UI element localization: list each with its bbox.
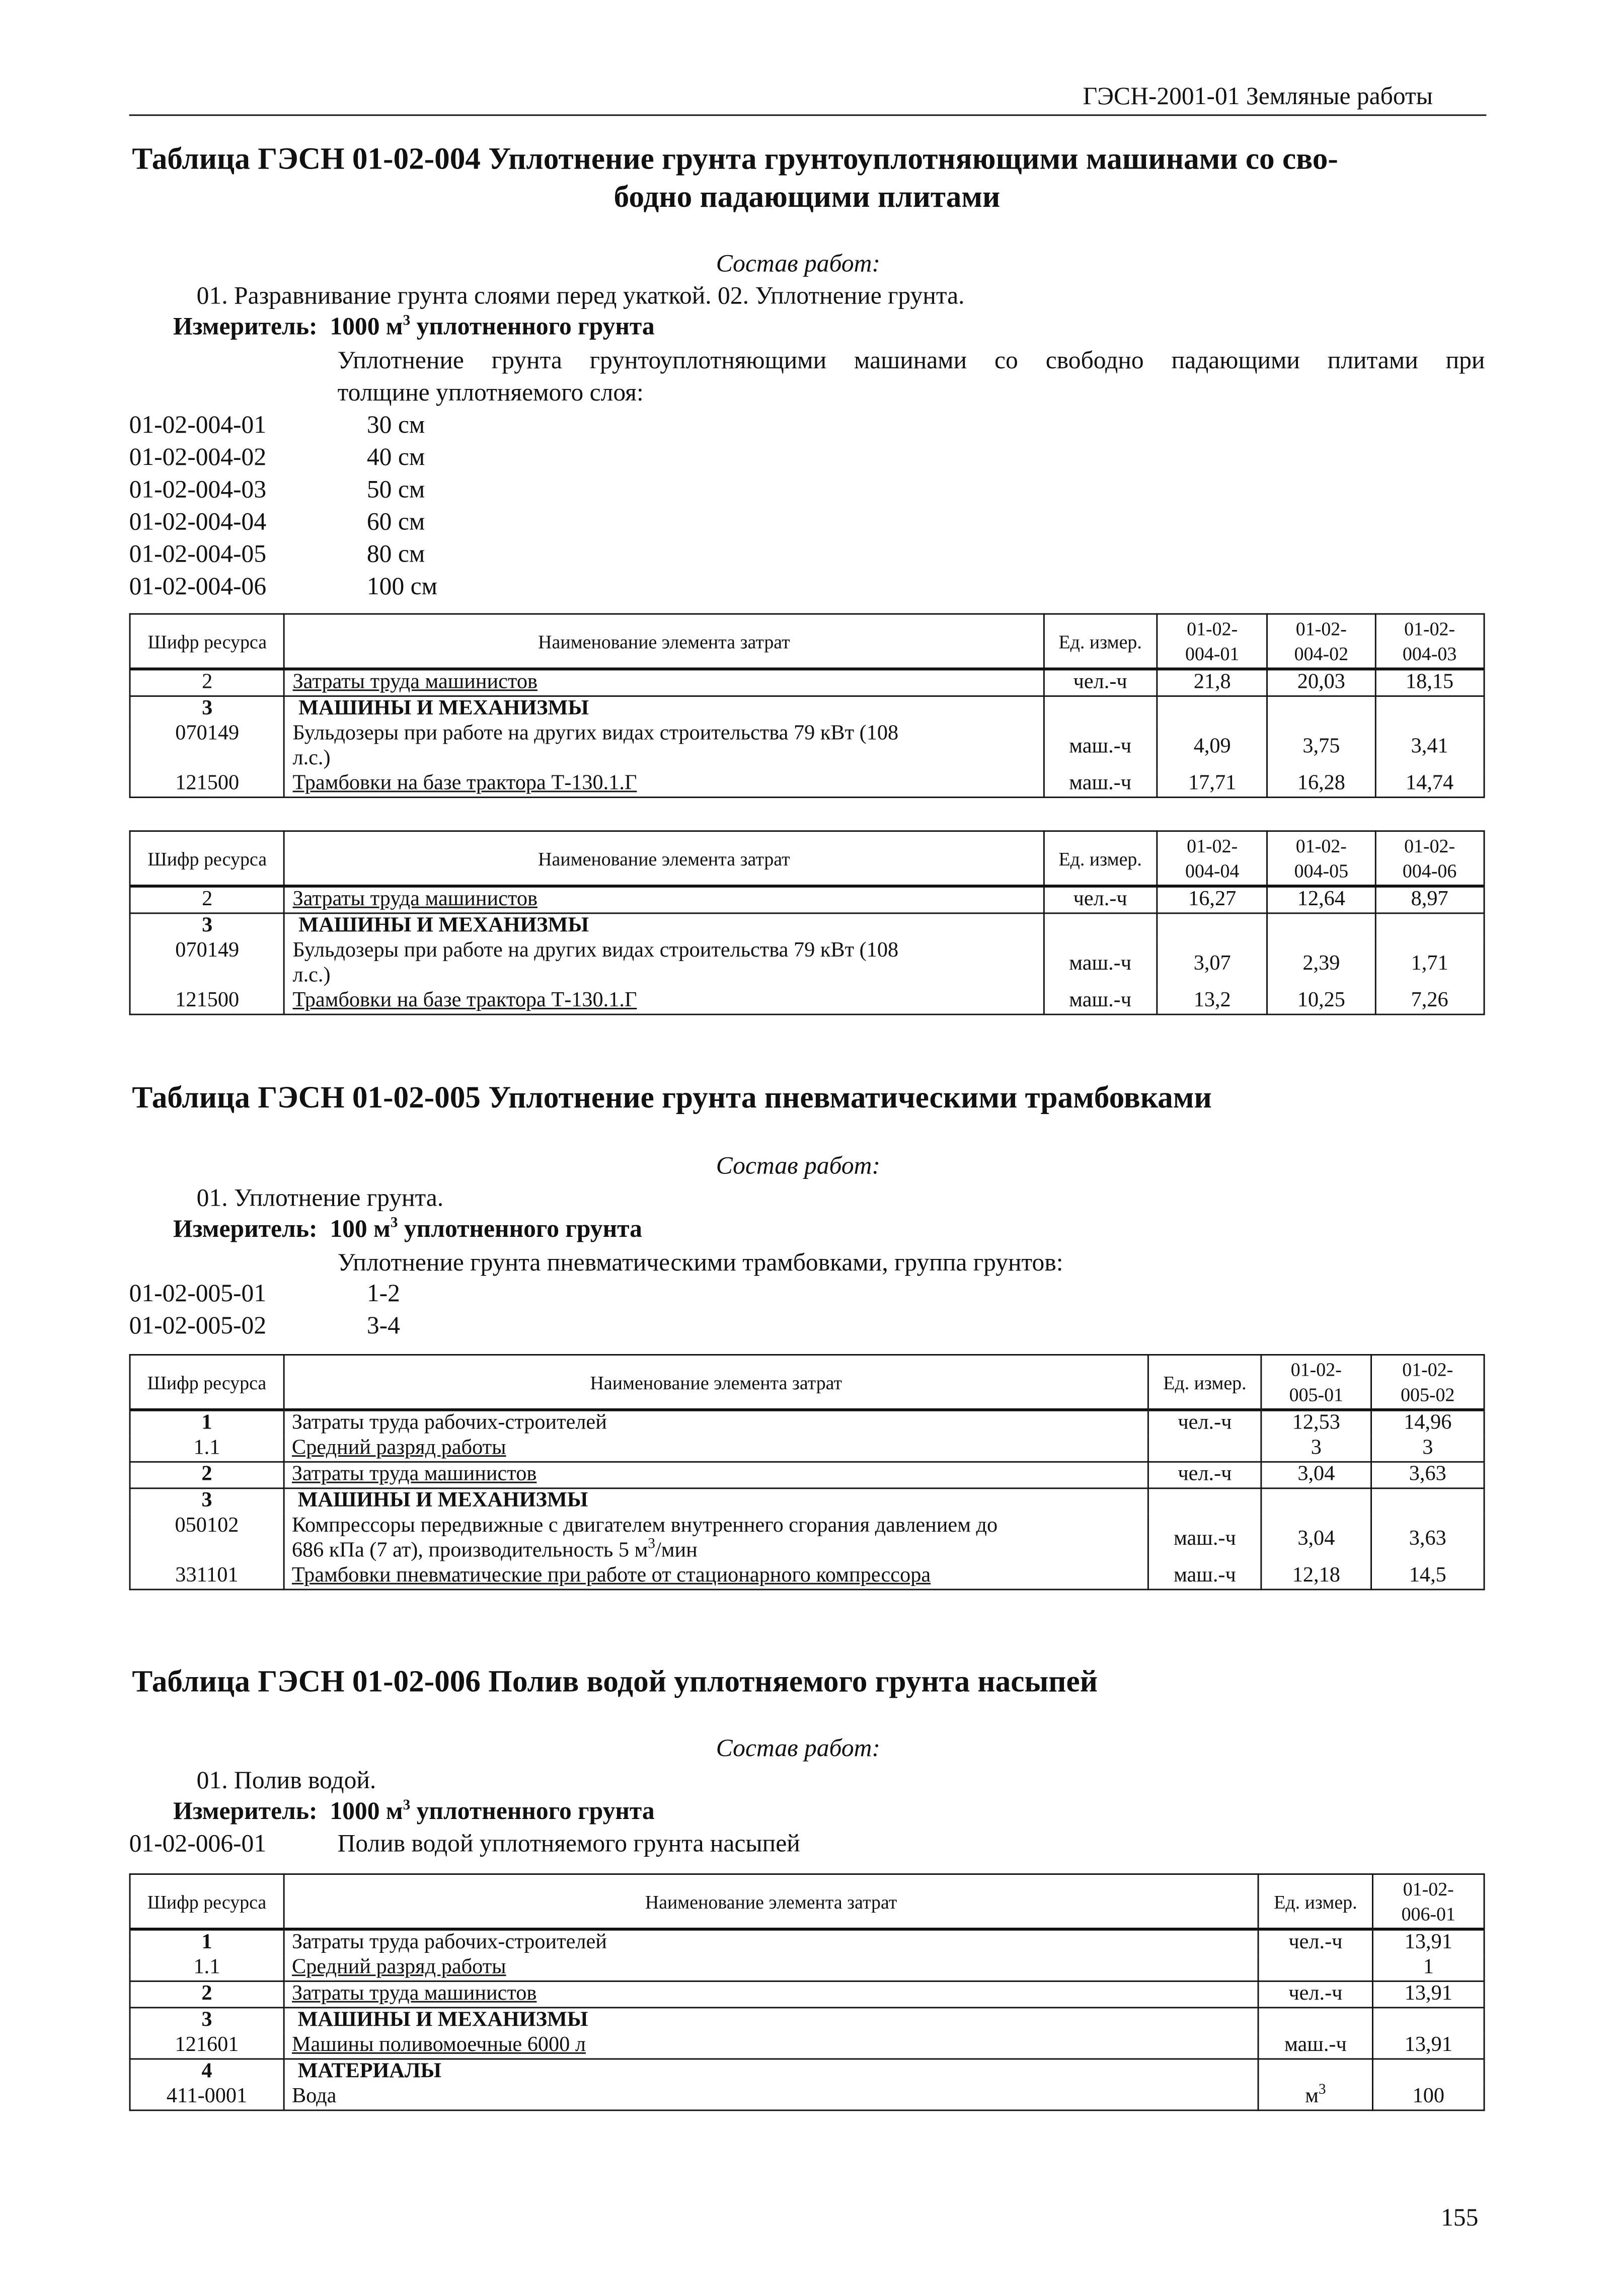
table-row: 1 Затраты труда рабочих-строителей чел.-ч 12,53 14,96 (130, 1410, 1484, 1436)
table-header-row (130, 1355, 1484, 1409)
table-row: 2 Затраты труда машинистов чел.-ч 3,04 3,63 (130, 1462, 1484, 1488)
table-row: 121500 Трамбовки на базе трактора Т-130.1.Г маш.-ч 13,2 10,25 7,26 (130, 989, 1484, 1014)
page-number: 155 (1441, 2203, 1479, 2232)
table-row: 331101 Трамбовки пневматические при работе от стационарного компрессора маш.-ч 12,18 14,5 (130, 1564, 1484, 1590)
t006-works: 01. Полив водой. (196, 1766, 376, 1794)
code-list-item: 01-02-005-01 1-2 (129, 1279, 400, 1307)
table-row: 3 МАШИНЫ И МЕХАНИЗМЫ (130, 2008, 1484, 2033)
table-row: 121500 Трамбовки на базе трактора Т-130.1.Г маш.-ч 17,71 16,28 14,74 (130, 772, 1484, 798)
col-value-header: 01-02- 005-01 (1261, 1355, 1371, 1409)
running-header: ГЭСН-2001-01 Земляные работы (1083, 82, 1433, 110)
col-value-header: 01-02- 004-01 (1157, 614, 1268, 669)
table-row: 2 Затраты труда машинистов чел.-ч 21,8 20,03 18,15 (130, 669, 1484, 696)
t006-title: Таблица ГЭСН 01-02-006 Полив водой уплотняемого грунта насыпей (132, 1664, 1098, 1699)
t004-desc-line2: толщине уплотняемого слоя: (337, 378, 644, 407)
t004-code-list (129, 409, 570, 603)
col-unit-header: Ед. измер. (1043, 614, 1157, 669)
table-row: 3 МАШИНЫ И МЕХАНИЗМЫ (130, 1488, 1484, 1514)
col-value-header: 01-02- 004-04 (1157, 831, 1268, 886)
t006-measure: Измеритель: 1000 $м^3$ уплотненного грунта (173, 1797, 655, 1825)
code-list-item: 01-02-004-04 60 см (129, 507, 425, 536)
table-row: 121601 Машины поливомоечные 6000 л маш.-ч 13,91 (130, 2033, 1484, 2059)
table-header-row (130, 1874, 1484, 1929)
col-value-header: 01-02- 004-06 (1375, 831, 1484, 886)
t005-desc: Уплотнение грунта пневматическими трамбовками, группа грунтов: (337, 1248, 1063, 1277)
col-code-header: Шифр ресурса (130, 1355, 284, 1409)
col-value-header: 01-02- 004-02 (1267, 614, 1375, 669)
table-row: 4 МАТЕРИАЛЫ (130, 2059, 1484, 2085)
col-name-header: Наименование элемента затрат (284, 1874, 1258, 1929)
col-name-header: Наименование элемента затрат (284, 614, 1043, 669)
table-row: 070149 Бульдозеры при работе на других видах строительства 79 кВт (108 л.с.) маш.-ч 3,07 2,39 1,71 (130, 939, 1484, 989)
t005-works: 01. Уплотнение грунта. (196, 1183, 444, 1212)
table-row: 3 МАШИНЫ И МЕХАНИЗМЫ (130, 913, 1484, 939)
col-value-header: 01-02- 005-02 (1371, 1355, 1484, 1409)
t004-title-line2: бодно падающими плитами (613, 179, 1001, 214)
table-header-row (130, 831, 1484, 886)
t004-measure: Измеритель: 1000 $м^3$ уплотненного грунта (173, 312, 655, 341)
table-row: 3 МАШИНЫ И МЕХАНИЗМЫ (130, 696, 1484, 722)
col-value-header: 01-02- 004-03 (1375, 614, 1484, 669)
table-header-row (130, 614, 1484, 669)
t004-desc-line1: Уплотнение грунта грунтоуплотняющими машинами со свободно падающими плитами при (337, 346, 1485, 374)
col-name-header: Наименование элемента затрат (284, 1355, 1148, 1409)
col-value-header: 01-02- 006-01 (1373, 1874, 1484, 1929)
t004-title-line1: Таблица ГЭСН 01-02-004 Уплотнение грунта грунтоуплотняющими машинами со сво- (132, 140, 1338, 176)
code-list-item: 01-02-004-02 40 см (129, 443, 425, 471)
col-code-header: Шифр ресурса (130, 1874, 284, 1929)
t004-table-b (129, 830, 1485, 1015)
header-rule (129, 114, 1487, 116)
code-list-item: 01-02-004-06 100 см (129, 572, 438, 600)
code-list-item: 01-02-004-01 30 см (129, 411, 425, 439)
table-row: 411-0001 Вода $м^3$ 100 (130, 2085, 1484, 2110)
table-row: 1.1 Средний разряд работы 1 (130, 1955, 1484, 1981)
t004-works: 01. Разравнивание грунта слоями перед укаткой. 02. Уплотнение грунта. (196, 281, 965, 310)
table-row: 2 Затраты труда машинистов чел.-ч 13,91 (130, 1981, 1484, 2007)
col-code-header: Шифр ресурса (130, 614, 284, 669)
t005-table (129, 1354, 1485, 1590)
t005-code-list (129, 1278, 570, 1342)
t006-composition-label: Состав работ: (716, 1734, 880, 1762)
table-row: 2 Затраты труда машинистов чел.-ч 16,27 12,64 8,97 (130, 886, 1484, 913)
table-row: 1 Затраты труда рабочих-строителей чел.-ч 13,91 (130, 1929, 1484, 1955)
table-row: 070149 Бульдозеры при работе на других видах строительства 79 кВт (108 л.с.) маш.-ч 4,09 3,75 3,41 (130, 722, 1484, 771)
col-name-header: Наименование элемента затрат (284, 831, 1043, 886)
col-unit-header: Ед. измер. (1258, 1874, 1372, 1929)
col-value-header: 01-02- 004-05 (1267, 831, 1375, 886)
code-list-item: 01-02-004-03 50 см (129, 475, 425, 504)
t004-composition-label: Состав работ: (716, 249, 880, 278)
col-unit-header: Ед. измер. (1043, 831, 1157, 886)
t006-table (129, 1873, 1485, 2111)
t005-title: Таблица ГЭСН 01-02-005 Уплотнение грунта пневматическими трамбовками (132, 1079, 1212, 1115)
table-row: 050102 Компрессоры передвижные с двигателем внутреннего сгорания давлением до 686 кПа (7 ат), производительность 5 $м^3$/мин маш.-ч 3,04 3,63 (130, 1514, 1484, 1564)
t005-composition-label: Состав работ: (716, 1151, 880, 1180)
code-list-item: 01-02-005-02 3-4 (129, 1311, 400, 1339)
table-row: 1.1 Средний разряд работы 3 3 (130, 1436, 1484, 1462)
col-code-header: Шифр ресурса (130, 831, 284, 886)
code-list-item: 01-02-006-01 Полив водой уплотняемого грунта насыпей (129, 1829, 800, 1858)
col-unit-header: Ед. измер. (1148, 1355, 1261, 1409)
code-list-item: 01-02-004-05 80 см (129, 539, 425, 568)
t005-measure: Измеритель: 100 $м^3$ уплотненного грунта (173, 1215, 642, 1243)
t004-table-a (129, 613, 1485, 798)
t006-code-list (129, 1828, 1157, 1860)
